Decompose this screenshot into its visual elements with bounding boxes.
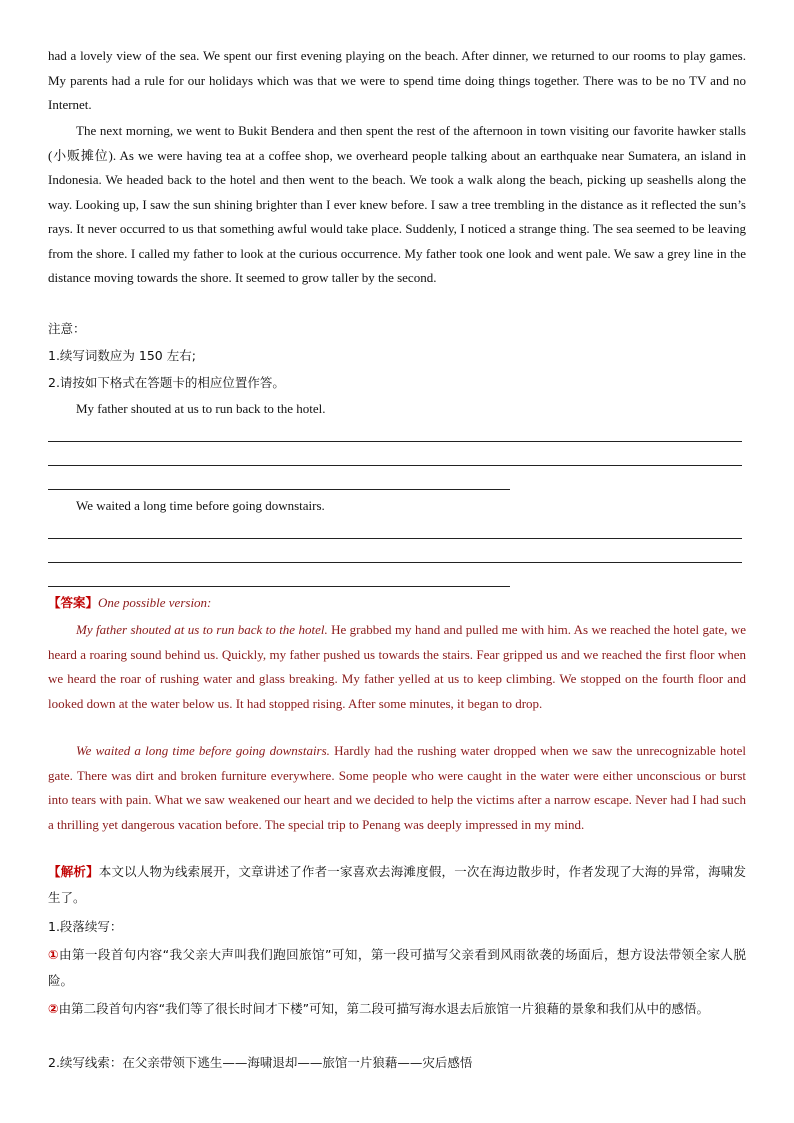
notes-item-1: 1.续写词数应为 150 左右;: [48, 348, 196, 363]
passage-paragraph-1: had a lovely view of the sea. We spent our first evening playing on the beach. After dinner, we returned to our rooms to play games. My parents had a rule for our holidays which was that we were to spend time doing things together. There was to be no TV and no Internet.: [48, 48, 746, 112]
answer-p1-body: He grabbed my hand and pulled me with him. As we reached the hotel gate, we heard a roaring sound behind us. Quickly, my father pushed us towards the stairs. Fear gripped us and we reached the first floor when we heard the roar of rushing water and glass breaking. My father yelled at us to keep climbing. We stopped on the fourth floor and looked down at the water below us. It had stopped rising. After some minutes, it began to drop.: [48, 622, 746, 711]
analysis-intro: [48, 859, 746, 911]
circled-one-marker: ①: [48, 947, 60, 962]
analysis-clue-1: [48, 942, 746, 994]
answer-line: [48, 489, 510, 490]
analysis-clue-1-text: 由第一段首句内容“我父亲大声叫我们跑回旅馆”可知，第一段可描写父亲看到风雨欲袭的场面后，想方设法带领全家人脱险。: [48, 947, 746, 988]
answer-heading: [48, 592, 211, 614]
analysis-section-1: 1.段落续写：: [48, 919, 123, 934]
notes-heading: 注意：: [48, 321, 86, 336]
analysis-intro-text: 本文以人物为线索展开，文章讲述了作者一家喜欢去海滩度假，一次在海边散步时，作者发现了大海的异常，海啸发生了。: [48, 864, 746, 905]
answer-line: [48, 562, 742, 563]
answer-p2-lead: We waited a long time before going downstairs.: [76, 743, 330, 758]
answer-label: 【答案】: [48, 595, 99, 610]
answer-line: [48, 465, 742, 466]
prompt-second-sentence: We waited a long time before going downstairs.: [76, 498, 325, 513]
circled-two-marker: ②: [48, 1001, 59, 1016]
answer-paragraph-2: [48, 739, 746, 837]
answer-version: One possible version:: [98, 595, 212, 610]
answer-p2-body: Hardly had the rushing water dropped when we saw the unrecognizable hotel gate. There was dirt and broken furniture everywhere. Some people who were caught in the water were either unconscious or burst into tears with pain. What we saw weakened our heart and we decided to help the victims after a narrow escape. Never had I had such a thrilling yet dangerous vacation before. The special trip to Penang was deeply impressed in my mind.: [48, 743, 746, 832]
analysis-label: 【解析】: [48, 864, 99, 879]
answer-paragraph-1: [48, 618, 746, 716]
answer-line: [48, 441, 742, 442]
passage-paragraph-2: The next morning, we went to Bukit Bendera and then spent the rest of the afternoon in town visiting our favorite hawker stalls (小贩摊位). As we were having tea at a coffee shop, we overheard people talking about an earthquake near Sumatera, an island in Indonesia. We headed back to the hotel and then went to the beach. We took a walk along the beach, picking up seashells along the way. Looking up, I saw the sun shining brighter than I ever knew before. I saw a tree trembling in the distance as it reflected the sun’s rays. It never occurred to us that something awful would take place. Suddenly, I noticed a strange thing. The sea seemed to be leaving from the shore. I called my father to look at the curious occurrence. My father took one look and went pale. We saw a grey line in the distance moving towards the shore. It seemed to grow taller by the second.: [48, 123, 746, 285]
answer-line: [48, 538, 742, 539]
prompt-first-sentence: My father shouted at us to run back to the hotel.: [76, 401, 326, 416]
notes-item-2: 2.请按如下格式在答题卡的相应位置作答。: [48, 375, 285, 390]
answer-line: [48, 586, 510, 587]
analysis-clue-2-text: 由第二段首句内容“我们等了很长时间才下楼”可知，第二段可描写海水退去后旅馆一片狼藉的景象和我们从中的感悟。: [58, 1001, 710, 1016]
analysis-clue-2: [48, 996, 746, 1022]
analysis-section-2: 2.续写线索：在父亲带领下逃生——海啸退却——旅馆一片狼藉——灾后感悟: [48, 1055, 473, 1070]
answer-p1-lead: My father shouted at us to run back to the hotel.: [76, 622, 328, 637]
